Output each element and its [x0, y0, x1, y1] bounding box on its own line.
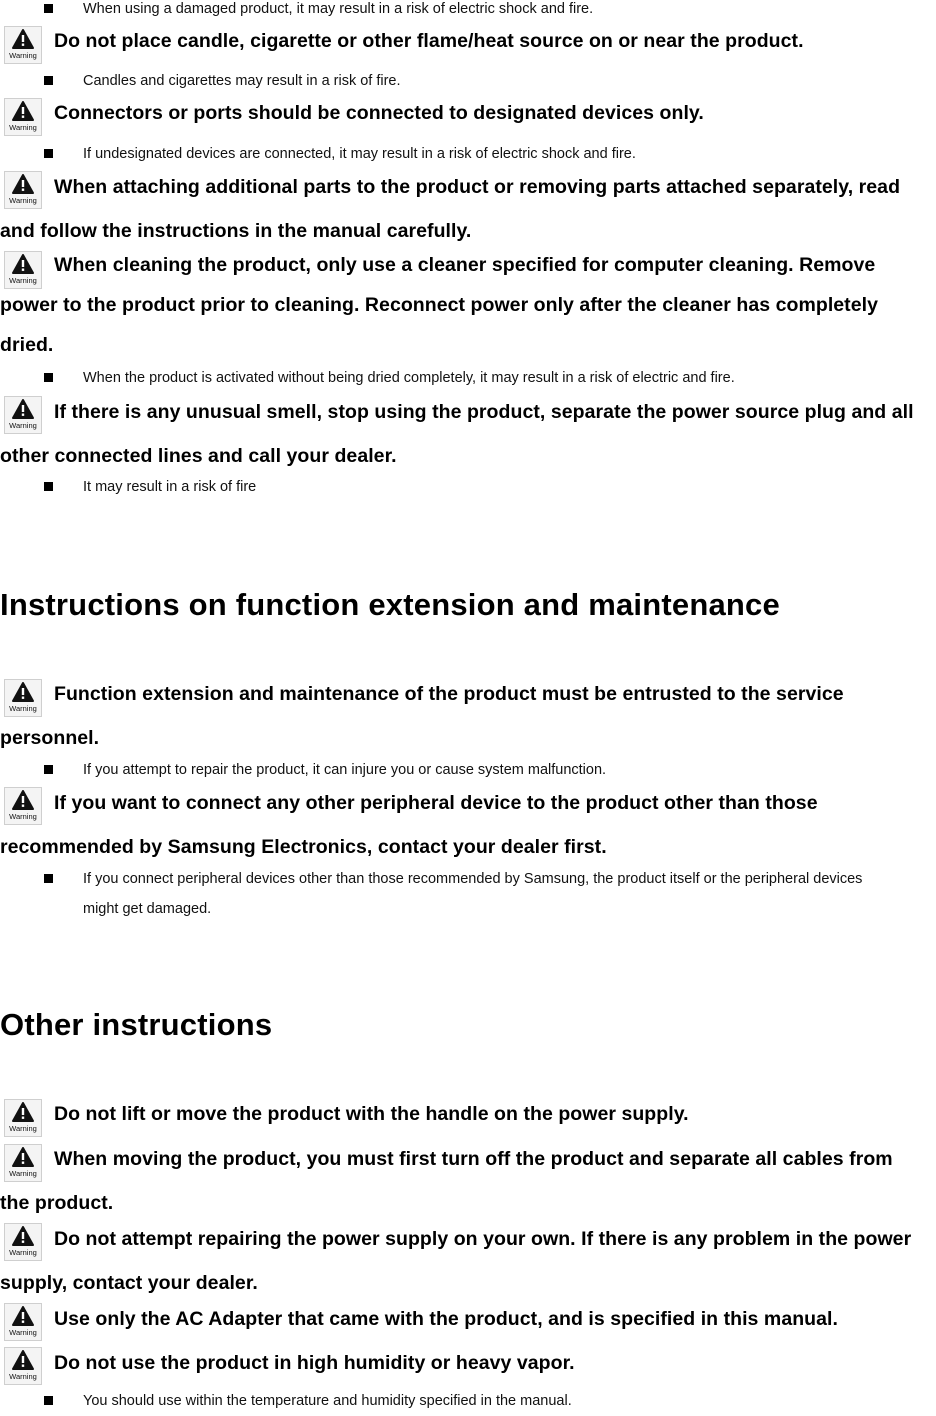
warning-caption: Warning — [9, 123, 37, 132]
warning-caption: Warning — [9, 196, 37, 205]
warning-text: Do not use the product in high humidity or heavy vapor. — [54, 1352, 575, 1374]
bullet-text: If you connect peripheral devices other than those recommended by Samsung, the product itself or the peripheral devices might get damaged. — [83, 871, 863, 917]
warning-text: Use only the AC Adapter that came with the product, and is specified in this manual. — [54, 1308, 838, 1330]
warning-text: If you want to connect any other peripheral device to the product other than those recommended by Samsung Electronics, contact your dealer first. — [0, 792, 818, 858]
bullet-square-icon — [44, 4, 53, 13]
bullet-square-icon — [44, 482, 53, 491]
section-title: Instructions on function extension and maintenance — [0, 587, 780, 622]
warning-text: When moving the product, you must first turn off the product and separate all cables from the product. — [0, 1148, 893, 1214]
warning-caption: Warning — [9, 1248, 37, 1257]
warning-caption: Warning — [9, 1169, 37, 1178]
bullet-text: It may result in a risk of fire — [83, 479, 257, 495]
warning-caption: Warning — [9, 1328, 37, 1337]
warning-caption: Warning — [9, 812, 37, 821]
bullet-square-icon — [44, 373, 53, 382]
section-title: Other instructions — [0, 1007, 273, 1042]
warning-text: Function extension and maintenance of the product must be entrusted to the service personnel. — [0, 683, 844, 749]
warning-text: Do not attempt repairing the power supply on your own. If there is any problem in the power supply, contact your dealer. — [0, 1228, 912, 1294]
warning-caption: Warning — [9, 1372, 37, 1381]
bullet-square-icon — [44, 1396, 53, 1405]
warning-caption: Warning — [9, 1124, 37, 1133]
bullet-text: When the product is activated without being dried completely, it may result in a risk of electric and fire. — [83, 370, 735, 386]
warning-text: If there is any unusual smell, stop using the product, separate the power source plug and all other connected lines and call your dealer. — [0, 401, 914, 467]
warning-caption: Warning — [9, 421, 37, 430]
bullet-text: You should use within the temperature and humidity specified in the manual. — [83, 1393, 572, 1409]
bullet-text: If undesignated devices are connected, it may result in a risk of electric shock and fire. — [83, 146, 636, 162]
bullet-square-icon — [44, 765, 53, 774]
bullet-square-icon — [44, 874, 53, 883]
bullet-text: Candles and cigarettes may result in a risk of fire. — [83, 73, 401, 89]
warning-caption: Warning — [9, 276, 37, 285]
warning-text: When cleaning the product, only use a cleaner specified for computer cleaning. Remove power to the product prior to cleaning. Reconnect power only after the cleaner has completely dried. — [0, 254, 878, 356]
warning-text: Do not lift or move the product with the handle on the power supply. — [54, 1103, 689, 1125]
bullet-text: When using a damaged product, it may result in a risk of electric shock and fire. — [83, 1, 594, 17]
warning-caption: Warning — [9, 704, 37, 713]
warning-text: Connectors or ports should be connected to designated devices only. — [54, 102, 704, 124]
bullet-text: If you attempt to repair the product, it can injure you or cause system malfunction. — [83, 762, 607, 778]
warning-caption: Warning — [9, 51, 37, 60]
warning-text: When attaching additional parts to the product or removing parts attached separately, read and follow the instructions in the manual carefully. — [0, 176, 901, 242]
bullet-square-icon — [44, 76, 53, 85]
bullet-square-icon — [44, 149, 53, 158]
warning-text: Do not place candle, cigarette or other flame/heat source on or near the product. — [54, 30, 804, 52]
